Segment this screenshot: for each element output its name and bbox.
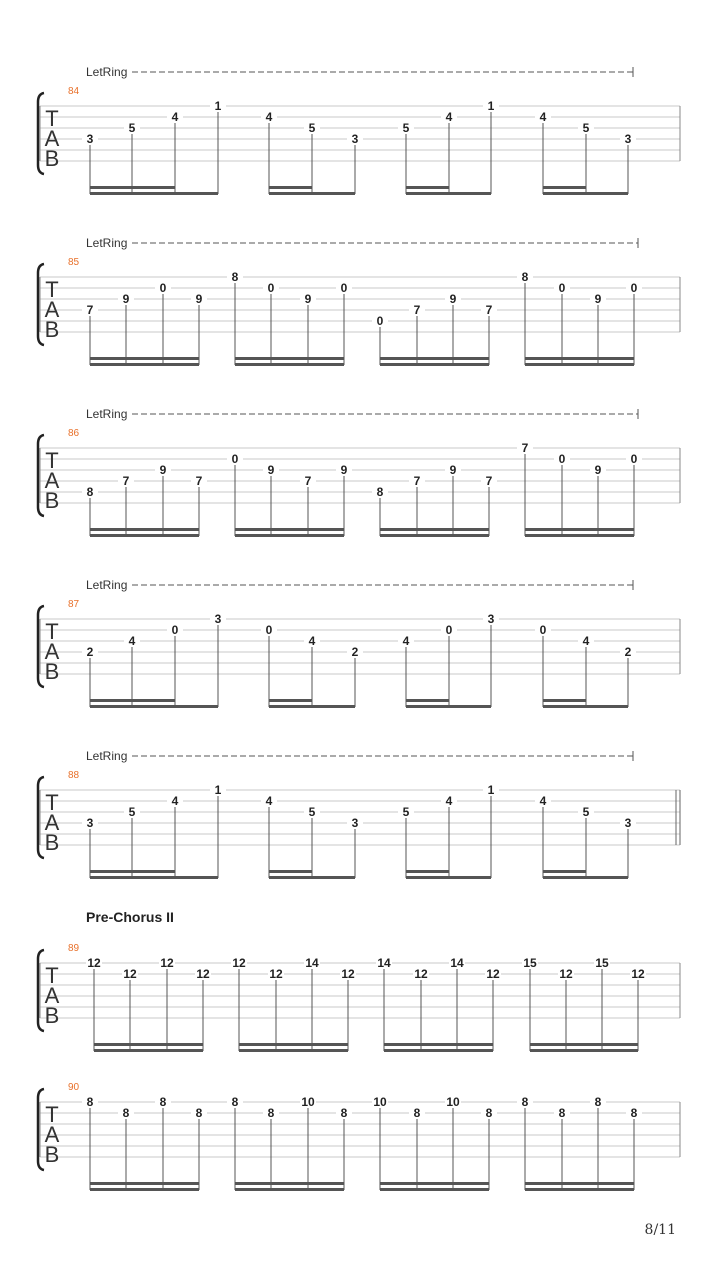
let-ring-label: LetRing [86,749,128,763]
fret-number: 7 [413,303,421,317]
fret-number: 9 [449,463,457,477]
fret-number: 1 [214,99,222,113]
fret-number: 9 [122,292,130,306]
system-bracket [38,264,44,345]
fret-number: 5 [582,805,590,819]
fret-number: 7 [413,474,421,488]
fret-number: 5 [402,121,410,135]
beam-primary [380,534,489,537]
beam-primary [235,534,344,537]
system-bracket [38,435,44,516]
beam-secondary [380,1182,489,1185]
fret-number: 3 [624,816,632,830]
measure-number: 86 [68,428,80,439]
beam-secondary [269,870,312,873]
measure-number: 90 [68,1082,80,1093]
fret-number: 8 [195,1106,203,1120]
fret-number: 9 [195,292,203,306]
fret-number: 9 [304,292,312,306]
beam-secondary [90,357,199,360]
fret-number: 3 [214,612,222,626]
beam-primary [269,705,355,708]
fret-number: 5 [402,805,410,819]
fret-number: 3 [487,612,495,626]
fret-number: 8 [267,1106,275,1120]
fret-number: 4 [171,110,179,124]
fret-number: 7 [521,441,529,455]
clef-letter: A [44,126,60,151]
fret-number: 4 [402,634,410,648]
beam-secondary [543,186,586,189]
page-number: 8/11 [644,1222,676,1238]
fret-number: 0 [159,281,167,295]
fret-number: 8 [86,485,94,499]
fret-number: 0 [267,281,275,295]
beam-primary [90,876,218,879]
beam-primary [525,534,634,537]
section-label: Pre-Chorus II [86,909,174,925]
beam-secondary [269,699,312,702]
clef-letter: A [44,297,60,322]
fret-number: 8 [231,1095,239,1109]
fret-number: 10 [301,1095,315,1109]
measure-number: 87 [68,599,80,610]
fret-number: 0 [340,281,348,295]
let-ring-label: LetRing [86,65,128,79]
fret-number: 10 [446,1095,460,1109]
fret-number: 0 [265,623,273,637]
fret-number: 5 [128,121,136,135]
beam-primary [90,1188,199,1191]
fret-number: 8 [159,1095,167,1109]
beam-secondary [90,1182,199,1185]
fret-number: 4 [265,794,273,808]
clef-letter: T [45,963,59,988]
beam-primary [384,1049,493,1052]
measure-number: 85 [68,257,80,268]
fret-number: 3 [86,816,94,830]
fret-number: 12 [160,956,174,970]
fret-number: 0 [376,314,384,328]
beam-secondary [384,1043,493,1046]
beam-primary [269,876,355,879]
let-ring-label: LetRing [86,407,128,421]
fret-number: 8 [594,1095,602,1109]
fret-number: 4 [582,634,590,648]
beam-primary [90,363,199,366]
clef-letter: T [45,1102,59,1127]
beam-secondary [90,699,175,702]
beam-secondary [406,870,449,873]
beam-secondary [235,1182,344,1185]
measure-number: 88 [68,770,80,781]
fret-number: 12 [486,967,500,981]
fret-number: 2 [624,645,632,659]
system-bracket [38,606,44,687]
beam-primary [525,1188,634,1191]
beam-primary [406,876,491,879]
clef-letter: T [45,106,59,131]
fret-number: 12 [414,967,428,981]
measure-number: 84 [68,86,80,97]
clef-letter: B [44,830,60,855]
beam-primary [90,534,199,537]
beam-secondary [543,870,586,873]
fret-number: 2 [351,645,359,659]
fret-number: 4 [171,794,179,808]
beam-secondary [90,870,175,873]
fret-number: 0 [539,623,547,637]
beam-primary [543,876,628,879]
beam-secondary [543,699,586,702]
fret-number: 1 [214,783,222,797]
fret-number: 1 [487,99,495,113]
system-bracket [38,777,44,858]
fret-number: 0 [445,623,453,637]
beam-primary [94,1049,203,1052]
beam-secondary [525,528,634,531]
clef-letter: A [44,468,60,493]
fret-number: 4 [265,110,273,124]
fret-number: 4 [308,634,316,648]
fret-number: 4 [445,794,453,808]
clef-letter: A [44,983,60,1008]
system-bracket [38,1089,44,1170]
beam-primary [406,192,491,195]
fret-number: 9 [267,463,275,477]
beam-primary [380,1188,489,1191]
beam-primary [380,363,489,366]
system-bracket [38,950,44,1031]
fret-number: 9 [159,463,167,477]
beam-secondary [380,528,489,531]
fret-number: 0 [231,452,239,466]
beam-primary [239,1049,348,1052]
fret-number: 15 [523,956,537,970]
beam-secondary [406,186,449,189]
fret-number: 12 [87,956,101,970]
fret-number: 0 [630,281,638,295]
clef-letter: A [44,810,60,835]
clef-letter: A [44,639,60,664]
beam-primary [235,1188,344,1191]
fret-number: 5 [308,805,316,819]
clef-letter: T [45,790,59,815]
beam-secondary [530,1043,638,1046]
fret-number: 12 [559,967,573,981]
fret-number: 5 [128,805,136,819]
beam-secondary [235,528,344,531]
beam-primary [525,363,634,366]
fret-number: 3 [351,132,359,146]
fret-number: 12 [631,967,645,981]
fret-number: 8 [231,270,239,284]
fret-number: 4 [128,634,136,648]
fret-number: 8 [376,485,384,499]
fret-number: 3 [624,132,632,146]
fret-number: 12 [196,967,210,981]
beam-secondary [239,1043,348,1046]
fret-number: 1 [487,783,495,797]
fret-number: 8 [122,1106,130,1120]
beam-secondary [380,357,489,360]
clef-letter: B [44,146,60,171]
clef-letter: B [44,488,60,513]
fret-number: 2 [86,645,94,659]
fret-number: 12 [123,967,137,981]
beam-secondary [269,186,312,189]
fret-number: 9 [449,292,457,306]
clef-letter: B [44,317,60,342]
clef-letter: B [44,1142,60,1167]
fret-number: 0 [630,452,638,466]
fret-number: 3 [351,816,359,830]
fret-number: 4 [539,794,547,808]
let-ring-label: LetRing [86,578,128,592]
beam-primary [90,192,218,195]
fret-number: 14 [450,956,464,970]
fret-number: 3 [86,132,94,146]
beam-secondary [90,528,199,531]
fret-number: 10 [373,1095,387,1109]
fret-number: 4 [445,110,453,124]
beam-secondary [90,186,175,189]
fret-number: 12 [232,956,246,970]
beam-primary [406,705,491,708]
beam-secondary [235,357,344,360]
fret-number: 8 [630,1106,638,1120]
fret-number: 5 [582,121,590,135]
fret-number: 8 [485,1106,493,1120]
beam-secondary [525,357,634,360]
fret-number: 8 [558,1106,566,1120]
fret-number: 12 [269,967,283,981]
fret-number: 8 [86,1095,94,1109]
fret-number: 7 [195,474,203,488]
clef-letter: B [44,1003,60,1028]
system-bracket [38,93,44,174]
fret-number: 0 [558,281,566,295]
beam-primary [269,192,355,195]
fret-number: 7 [86,303,94,317]
beam-primary [530,1049,638,1052]
beam-primary [543,705,628,708]
beam-primary [543,192,628,195]
beam-secondary [525,1182,634,1185]
clef-letter: T [45,448,59,473]
fret-number: 8 [340,1106,348,1120]
fret-number: 0 [558,452,566,466]
fret-number: 7 [485,303,493,317]
fret-number: 12 [341,967,355,981]
beam-secondary [406,699,449,702]
clef-letter: A [44,1122,60,1147]
fret-number: 7 [485,474,493,488]
beam-primary [235,363,344,366]
fret-number: 4 [539,110,547,124]
fret-number: 8 [413,1106,421,1120]
let-ring-label: LetRing [86,236,128,250]
fret-number: 8 [521,1095,529,1109]
beam-primary [90,705,218,708]
fret-number: 14 [305,956,319,970]
fret-number: 7 [304,474,312,488]
fret-number: 0 [171,623,179,637]
beam-secondary [94,1043,203,1046]
fret-number: 9 [340,463,348,477]
fret-number: 15 [595,956,609,970]
fret-number: 9 [594,463,602,477]
fret-number: 8 [521,270,529,284]
measure-number: 89 [68,943,80,954]
fret-number: 5 [308,121,316,135]
fret-number: 7 [122,474,130,488]
fret-number: 14 [377,956,391,970]
clef-letter: T [45,277,59,302]
clef-letter: B [44,659,60,684]
clef-letter: T [45,619,59,644]
fret-number: 9 [594,292,602,306]
